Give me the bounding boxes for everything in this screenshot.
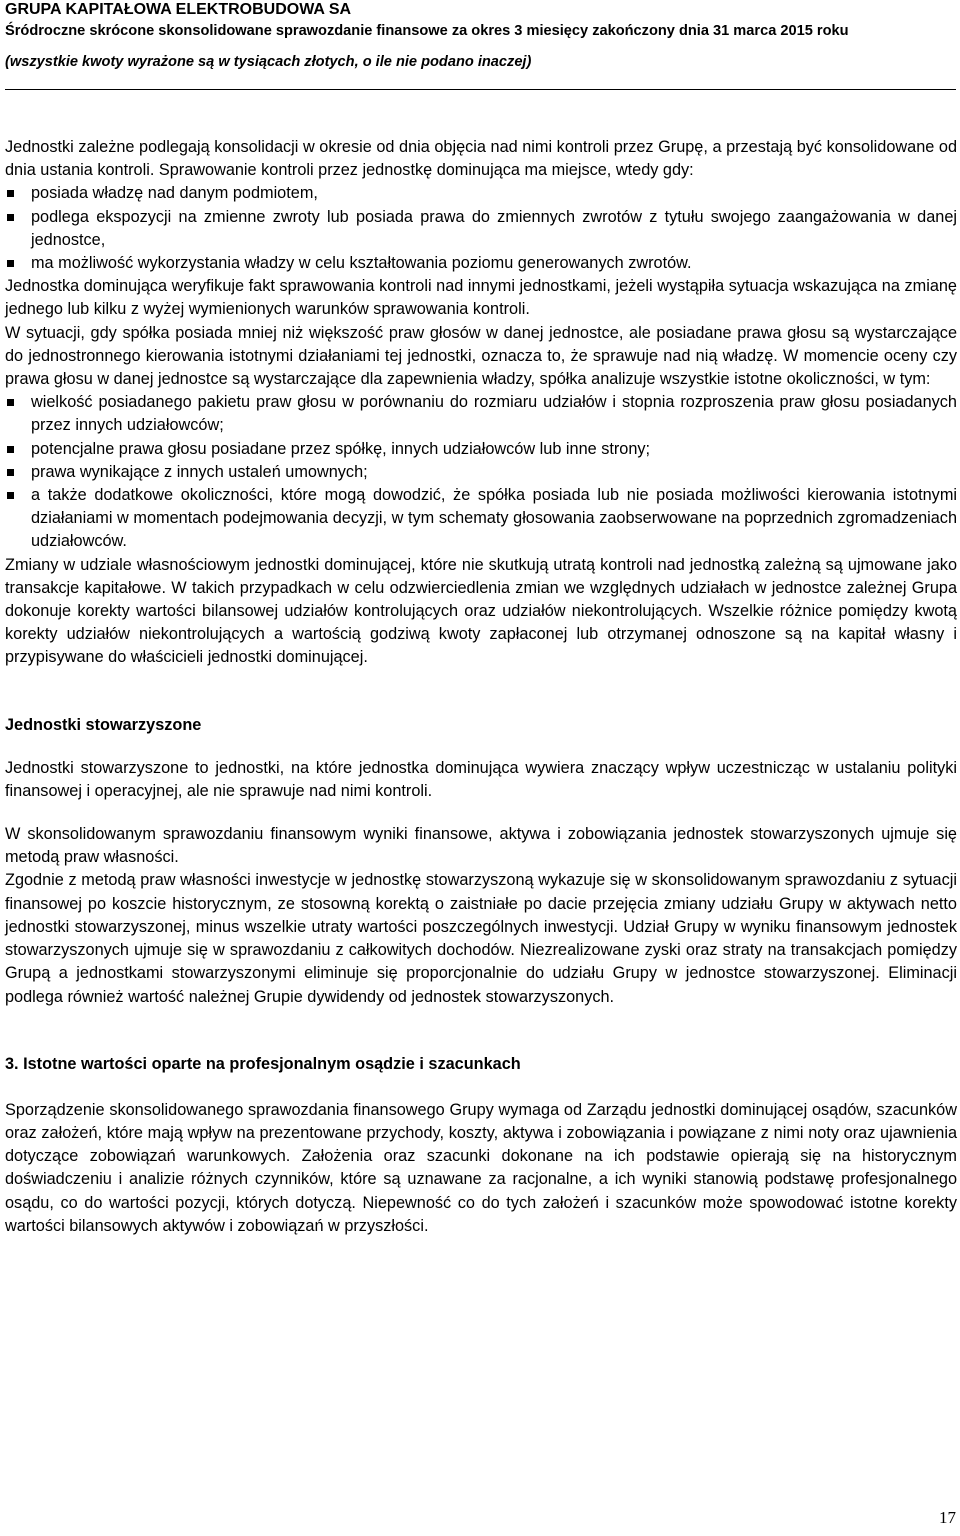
square-bullet-icon <box>7 492 14 499</box>
report-title: Śródroczne skrócone skonsolidowane sprawozdanie finansowe za okres 3 miesięcy zakończony dnia 31 marca 2015 roku <box>5 23 849 39</box>
list-item: wielkość posiadanego pakietu praw głosu w porównaniu do rozmiaru udziałów i stopnia rozproszenia praw głosu posiadanych przez innych udziałowców; <box>5 391 957 437</box>
circumstances-list <box>5 391 957 553</box>
paragraph: Zmiany w udziale własnościowym jednostki dominującej, które nie skutkują utratą kontroli nad jednostką zależną są ujmowane jako transakcje kapitałowe. W takich przypadkach w celu odzwierciedlenia zmian we względnych udziałach w jednostce zależnej Grupa dokonuje korekty wartości bilansowej udziałów kontrolujących oraz udziałów niekontrolujących. Wszelkie różnice pomiędzy kwotą korekty udziałów niekontrolujących a wartością godziwą kwoty zapłaconej lub otrzymanej odnoszone są na kapitał własny i przypisywane do właścicieli jednostki dominującej. <box>5 555 957 667</box>
paragraph: W skonsolidowanym sprawozdaniu finansowym wyniki finansowe, aktywa i zobowiązania jednostek stowarzyszonych ujmuje się metodą praw własności. <box>5 825 957 867</box>
list-item: posiada władzę nad danym podmiotem, <box>5 182 957 205</box>
page-number: 17 <box>939 1508 956 1527</box>
paragraph: Jednostki zależne podlegają konsolidacji w okresie od dnia objęcia nad nimi kontroli przez Grupę, a przestają być konsolidowane od dnia ustania kontroli. Sprawowanie kontroli przez jednostkę dominująca ma miejsce, wtedy gdy: <box>5 138 957 180</box>
square-bullet-icon <box>7 399 14 406</box>
document-body <box>5 136 957 1238</box>
section-heading-associates: Jednostki stowarzyszone <box>5 715 202 734</box>
paragraph: Zgodnie z metodą praw własności inwestycje w jednostkę stowarzyszoną wykazuje się w skonsolidowanym sprawozdaniu z sytuacji finansowej po koszcie historycznym, ze stosowną korektą o zaistniałe po dacie przejęcia zmiany udziału Grupy w aktywach netto jednostki stowarzyszonej, minus wszelkie utraty wartości poszczególnych inwestycji. Udział Grupy w wyniku finansowym jednostek stowarzyszonych ujmuje się w sprawozdaniu z całkowitych dochodów. Niezrealizowane zyski oraz straty na transakcjach pomiędzy Grupą a jednostkami stowarzyszonymi eliminuje się proporcjonalnie do udziału Grupy w jednostce stowarzyszonej. Eliminacji podlega również wartość należnej Grupie dywidendy od jednostek stowarzyszonych. <box>5 871 957 1006</box>
list-item: prawa wynikające z innych ustaleń umownych; <box>5 461 957 484</box>
amounts-note: (wszystkie kwoty wyrażone są w tysiącach złotych, o ile nie podano inaczej) <box>5 54 532 70</box>
square-bullet-icon <box>7 190 14 197</box>
list-item: potencjalne prawa głosu posiadane przez spółkę, innych udziałowców lub inne strony; <box>5 438 957 461</box>
list-item: a także dodatkowe okoliczności, które mogą dowodzić, że spółka posiada lub nie posiada możliwości kierowania istotnymi działaniami w momentach podejmowania decyzji, w tym schematy głosowania zaobserwowane na poprzednich zgromadzeniach udziałowców. <box>5 484 957 554</box>
header-divider <box>5 89 956 90</box>
paragraph: Sporządzenie skonsolidowanego sprawozdania finansowego Grupy wymaga od Zarządu jednostki dominującej osądów, szacunków oraz założeń, które mają wpływ na prezentowane przychody, koszty, aktywa i zobowiązania i powiązane z nimi noty oraz ujawnienia dotyczące zobowiązań warunkowych. Założenia oraz szacunki dokonane na ich podstawie opierają się na historycznym doświadczeniu i analizie różnych czynników, które są uznawane za racjonalne, a ich wyniki stanowią podstawę profesjonalnego osądu, co do wartości pozycji, których dotyczą. Niepewność co do tych założeń i szacunków może spowodować istotne korekty wartości bilansowych aktywów i zobowiązań w przyszłości. <box>5 1100 957 1235</box>
square-bullet-icon <box>7 446 14 453</box>
paragraph: W sytuacji, gdy spółka posiada mniej niż większość praw głosów w danej jednostce, ale posiadane prawa głosu są wystarczające do jednostronnego kierowania istotnymi działaniami tej jednostki, oznacza to, że sprawuje nad nią władzę. W momencie oceny czy prawa głosu w danej jednostce są wystarczające dla zapewnienia władzy, spółka analizuje wszystkie istotne okoliczności, w tym: <box>5 323 957 389</box>
section-heading-estimates: 3. Istotne wartości oparte na profesjonalnym osądzie i szacunkach <box>5 1054 521 1073</box>
page-header <box>5 0 955 73</box>
company-name: GRUPA KAPITAŁOWA ELEKTROBUDOWA SA <box>5 1 352 18</box>
paragraph: Jednostki stowarzyszone to jednostki, na które jednostka dominująca wywiera znaczący wpływ uczestnicząc w ustalaniu polityki finansowej i operacyjnej, ale nie sprawuje nad nimi kontroli. <box>5 758 957 800</box>
square-bullet-icon <box>7 469 14 476</box>
square-bullet-icon <box>7 214 14 221</box>
list-item: ma możliwość wykorzystania władzy w celu kształtowania poziomu generowanych zwrotów. <box>5 252 957 275</box>
control-conditions-list <box>5 182 957 275</box>
square-bullet-icon <box>7 260 14 267</box>
list-item: podlega ekspozycji na zmienne zwroty lub posiada prawa do zmiennych zwrotów z tytułu swojego zaangażowania w danej jednostce, <box>5 206 957 252</box>
paragraph: Jednostka dominująca weryfikuje fakt sprawowania kontroli nad innymi jednostkami, jeżeli wystąpiła sytuacja wskazująca na zmianę jednego lub kilku z wyżej wymienionych warunków sprawowania kontroli. <box>5 277 957 319</box>
